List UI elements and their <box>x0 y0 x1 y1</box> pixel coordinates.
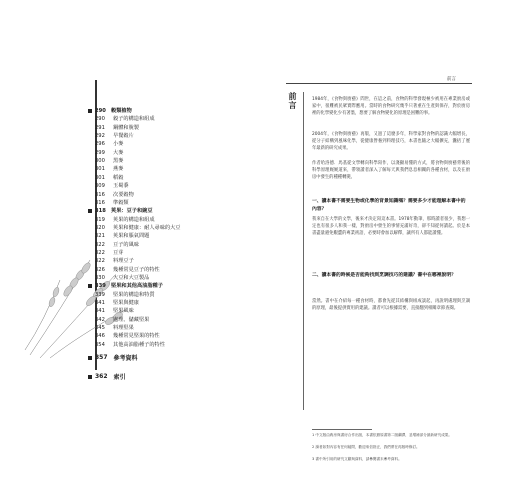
body-paragraph: 1984年，《食物與廚藝》問世，在這之前，食物的科學發現極少被用在專業廚房或家中，很難被民眾實際應用。當時的食物研究幾乎只著重在生產與保存，對於廚房裡的化學變化少有著墨，想要了解食物變化的原理是困難的事。 <box>312 97 470 117</box>
toc-title: 豆子的風味 <box>113 241 139 248</box>
body-paragraph: 作者哈洛德．馬基從文學轉向科學寫作，以淺顯易懂的方式，將食物與廚藝背後的科學原理娓娓道來，帶領讀者深入了解每天與我們息息相關的各種食材，以及在廚房中發生的種種轉變。 <box>312 161 470 181</box>
chapter-marker <box>88 284 92 288</box>
question-heading: 二、讀本書的時候是否能夠找到烹調技巧的建議？書中在哪裡說明？ <box>312 273 456 278</box>
toc-entry <box>88 166 123 172</box>
toc-entry <box>88 308 134 314</box>
toc-title: 料理豆子 <box>113 258 134 265</box>
toc-entry <box>88 342 165 348</box>
toc-title: 燕麥 <box>113 166 124 173</box>
toc-page-number: 318 <box>95 208 106 215</box>
toc-title: 玉蜀黍 <box>113 183 129 190</box>
toc-title: 次要穀物 <box>113 191 134 198</box>
toc-back-matter-entry <box>88 372 126 381</box>
toc-entry <box>88 217 155 223</box>
toc-page-number: 330 <box>95 275 105 281</box>
answer-paragraph: 當然。書中在介紹每一種食材時，都會先從其結構與組成談起，再說明處理與烹調的原理，最後提供實用的建議。讀者可以根據需要，直接翻到相關章節查閱。 <box>312 299 470 312</box>
toc-title: 早餐穀片 <box>113 133 134 140</box>
toc-page-number: 320 <box>95 224 105 231</box>
toc-page-number: 299 <box>95 149 105 156</box>
toc-title: 準穀類 <box>113 199 129 206</box>
toc-page-number: 300 <box>95 158 105 165</box>
toc-entry <box>88 200 129 206</box>
toc-title: 鋼體和脫製 <box>113 124 139 131</box>
preface-vertical-rule <box>303 92 304 410</box>
toc-page-number: 301 <box>95 174 105 181</box>
toc-page-number: 319 <box>95 216 105 223</box>
footnote: 2 讀者如對內容有任何疑問，歡迎來信指正，我們將在再版時修訂。 <box>312 445 420 449</box>
chapter-marker <box>88 356 92 360</box>
toc-page-number: 345 <box>95 325 105 332</box>
toc-entry <box>88 158 123 164</box>
toc-entry <box>88 141 123 147</box>
toc-title: 穀子的構造和組成 <box>113 116 155 123</box>
toc-title: 莢果和脹氣問題 <box>113 233 150 240</box>
toc-title: 小麥 <box>113 141 124 148</box>
toc-title: 參考資料 <box>113 355 138 362</box>
footnote-rule <box>312 429 372 430</box>
toc-page-number: 322 <box>95 249 105 256</box>
running-header: 前言 <box>447 77 456 82</box>
toc-entry <box>88 183 129 189</box>
toc-entry <box>88 125 139 131</box>
toc-page-number: 292 <box>95 133 105 140</box>
toc-entry <box>88 317 149 323</box>
toc-title: 大麥 <box>113 149 124 156</box>
toc-entry <box>88 150 123 156</box>
toc-entry <box>88 233 149 239</box>
toc-title: 幾種常見堅果的特性 <box>113 333 160 340</box>
toc-page-number: 290 <box>95 108 106 114</box>
toc-chapter-entry <box>88 108 132 114</box>
toc-title: 堅果風味 <box>113 308 134 315</box>
toc-back-matter-entry <box>88 353 138 362</box>
toc-title: 豆芽 <box>113 249 124 256</box>
toc-page-number: 322 <box>95 258 105 265</box>
toc-chapter-entry <box>88 283 163 289</box>
toc-title: 處理、儲藏堅果 <box>113 316 150 323</box>
toc-entry <box>88 192 134 198</box>
toc-page-number: 362 <box>95 373 108 380</box>
toc-title: 索引 <box>113 374 126 381</box>
toc-page-number: 321 <box>95 233 105 240</box>
footnote: 3 書中所引用的研究文獻與資料，請參閱書末參考資料。 <box>312 457 402 461</box>
toc-title: 莢果和健康：耐人尋味的大豆 <box>113 224 181 231</box>
toc-title: 大豆和大豆製品 <box>113 275 150 281</box>
chapter-marker <box>88 375 92 379</box>
toc-page-number: 346 <box>95 333 105 340</box>
toc-title: 堅果的構造和特質 <box>113 291 155 298</box>
toc-page-number: 326 <box>95 266 105 273</box>
toc-page-number: 342 <box>95 316 105 323</box>
toc-entry <box>88 292 155 298</box>
toc-title: 穀類植物 <box>111 108 132 114</box>
toc-page-number: 341 <box>95 308 105 315</box>
toc-title: 幾種常見豆子的特性 <box>113 266 160 273</box>
answer-paragraph: 我來自在大學的文學，後來才決定寫這本書。1978年動筆，那時讀者很少，我想一定也有很多人和我一樣，對廚房中發生的事情充滿好奇，卻不知從何讀起。於是本書盡量避免艱澀的專業術語，必要時會加以解釋，讓所有人都能讀懂。 <box>312 217 470 237</box>
toc-page-number: 309 <box>95 183 105 190</box>
toc-page-number: 354 <box>95 341 105 348</box>
chapter-marker <box>88 109 92 113</box>
toc-page-number: 341 <box>95 300 105 307</box>
toc-page-number: 357 <box>95 354 108 361</box>
toc-page-number: 296 <box>95 141 105 148</box>
toc-entry <box>88 300 139 306</box>
toc-title: 稻穀 <box>113 174 124 181</box>
header-rule <box>286 83 472 84</box>
toc-title: 堅果與健康 <box>113 300 139 307</box>
toc-page-number: 301 <box>95 166 105 173</box>
toc-title: 其他高油脂種子的特性 <box>113 341 165 348</box>
toc-chapter-entry <box>88 208 153 214</box>
chapter-marker <box>88 209 92 213</box>
toc-entry <box>88 133 134 139</box>
toc-title: 堅果和其他高油脂種子 <box>111 283 163 290</box>
toc-entry <box>88 275 149 281</box>
body-paragraph: 2004年，《食物與廚藝》再版，又過了這麼多年，科學家對食物的認識大幅增長，從分子結構到風味化學，從健康營養到料理技巧，本書也隨之大幅擴充，囊括了歷年最新的研究成果。 <box>312 132 470 152</box>
toc-page-number: 290 <box>95 116 105 123</box>
toc-entry <box>88 258 134 264</box>
toc-page-number: 339 <box>95 291 105 298</box>
toc-entry <box>88 250 123 256</box>
toc-entry <box>88 325 134 331</box>
toc-entry <box>88 267 160 273</box>
toc-page-number: 291 <box>95 124 105 131</box>
toc-page-number: 316 <box>95 199 105 206</box>
toc-title: 莢果的構造和組成 <box>113 216 155 223</box>
toc-entry <box>88 333 160 339</box>
toc-page-number: 316 <box>95 191 105 198</box>
toc-title: 料理堅果 <box>113 325 134 332</box>
toc-entry <box>88 242 139 248</box>
preface-title: 前言 <box>288 92 298 110</box>
toc-page-number: 339 <box>95 283 106 290</box>
toc-entry <box>88 116 155 122</box>
toc-entry <box>88 225 180 231</box>
footnote: 1 中文版由廚房與書房合作出版，本書依據原書第二版翻譯，並增補部分最新研究成果。 <box>312 433 452 437</box>
toc-title: 莢果：豆子和豌豆 <box>111 208 153 215</box>
question-heading: 一、讀本書不需要生物或化學的背景知識嗎？需要多少才能理解本書中的內容？ <box>312 199 466 212</box>
toc-title: 黑麥 <box>113 158 124 165</box>
toc-page-number: 322 <box>95 241 105 248</box>
toc-entry <box>88 175 123 181</box>
